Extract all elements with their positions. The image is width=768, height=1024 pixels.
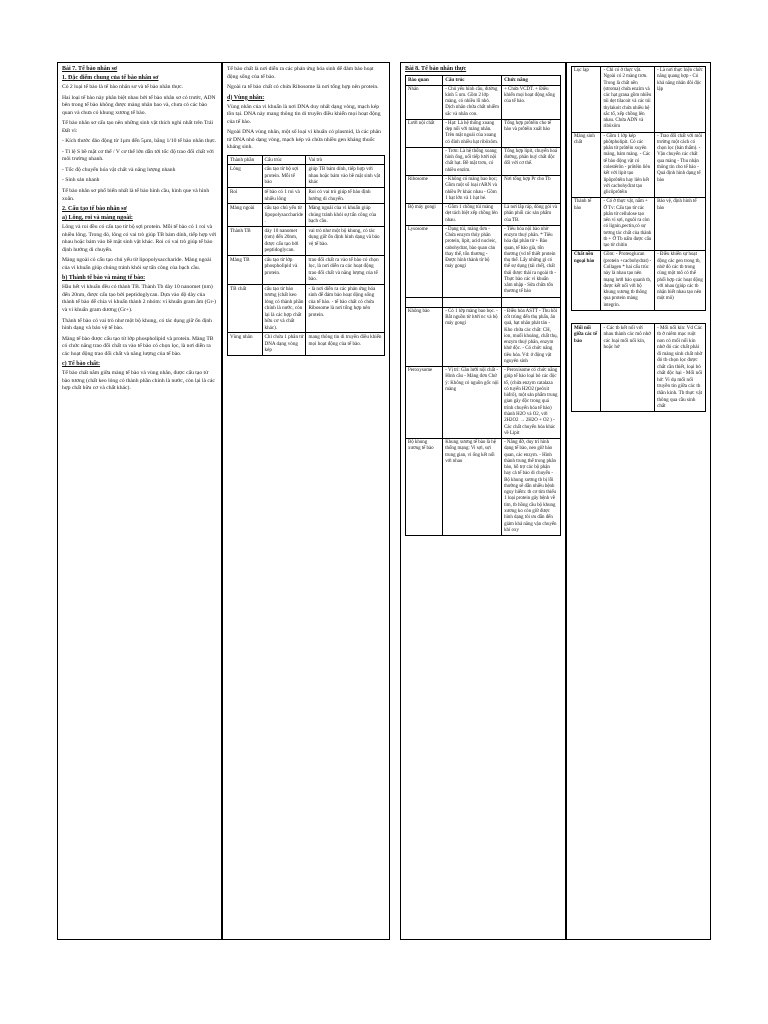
table-header-cell: Chức năng	[502, 76, 561, 86]
lesson-7-title: Bài 7. Tế bào nhân sơ	[62, 66, 118, 72]
table-header-cell: Cấu trúc	[443, 76, 502, 86]
table-row	[572, 198, 706, 251]
paragraph: Ngoài ra tế bào chất có chứa Ribosome là nơi tổng hợp nên protein.	[227, 84, 379, 91]
table-cell: - Là nơi thực hiện chức năng quang hợp - Có khả năng nhân đôi độc lập	[655, 67, 706, 133]
table-cell: - Các tb kết nối với nhau thành các mô nhờ các loại mối nối kín, hoặc hở	[601, 323, 655, 411]
paragraph: - Kích thước đảo động từ 1µm đến 5µm, bằng 1/10 tế bào nhân thực.	[62, 138, 217, 145]
lesson-8-title: Bài 8. Tế bào nhân thực	[405, 66, 467, 72]
table-row	[572, 132, 706, 198]
table-cell: - Nâng đỡ, duy trì hình dạng tế bào, neo giữ bào quan, các enzym. - Hình thành trung thể trong phân bào, hỗ trợ các bộ phận hay cả tế bào di chuyển - Bộ khung xương tb bị lỗi thường sẽ dẫn nhiều bệnh nguy hiểm: tb cơ tim thiếu 1 loại protein gây bệnh về tim, tb hồng cầu bộ khung xương ko còn giữ được hình dạng tôi ưu dẫn đến giảm khả năng vận chuyển khí oxy	[502, 439, 561, 536]
table-cell: Roi có vai trò giúp tế bào định hướng di chuyển.	[306, 187, 385, 203]
table-header-cell: Thành phần	[228, 155, 263, 165]
row-label-cell	[406, 297, 443, 307]
paragraph: Lông và roi đều có cấu tạo từ bộ sợi protein. Mỗi tế bào có 1 roi và nhiều lông. Trong đó, lông có vai trò giúp TB bám dính, tiếp hợp với nhau hoặc bám vào bề mặt sinh vật khác. Roi có vai trò giúp tế bào định hướng di chuyển.	[62, 224, 217, 253]
table-cell: vai trò như một bộ khung, có tác dụng giữ ổn định hình dạng và bảo vệ tế bào.	[306, 226, 385, 255]
row-label-cell: Nhân	[406, 85, 443, 119]
table-row	[572, 323, 706, 411]
row-label-cell: Thành tế bào	[572, 198, 601, 251]
table-row	[406, 175, 561, 203]
table-cell: trao đổi chất ra vào tế bào có chọn lọc, là nơi diễn ra các hoạt động trao đổi chất và năng lượng của tế bào.	[306, 255, 385, 284]
organelle-table-continued	[571, 66, 706, 311]
subsection-heading: d) Vùng nhân:	[227, 94, 265, 101]
table-row	[406, 119, 561, 147]
table-row	[572, 67, 706, 133]
table-header-cell: Cấu trúc	[262, 155, 306, 165]
cell-junction-table	[571, 323, 706, 412]
table-row	[406, 85, 561, 119]
table-row	[406, 147, 561, 175]
table-cell: cấu tạo từ bộ sợi protein. Mỗi tế bào	[262, 165, 306, 188]
table-cell: tế bào có 1 roi và nhiều lông	[262, 187, 306, 203]
table-row	[228, 226, 385, 255]
subsection-heading: c) Tế bào chất:	[62, 361, 101, 368]
table-cell	[443, 297, 502, 307]
page-column-3	[400, 62, 566, 940]
page-column-1	[57, 62, 222, 940]
section-heading: 1. Đặc điểm chung của tế bào nhân sơ	[62, 75, 159, 81]
row-label-cell: Không bào	[406, 307, 443, 366]
page-column-4	[566, 62, 711, 940]
prokaryote-structure-table	[227, 155, 385, 356]
table-cell: Tổng hợp lipit, chuyển hoá đường, phân huỷ chất độc đối với cơ thể.	[502, 147, 561, 175]
table-cell: Chỉ chứa 1 phân tử DNA dạng vòng kép	[262, 333, 306, 356]
table-cell: - Peroxisome có chức năng giúp tế bào loại bỏ các độc tố, (chứa enzym catalaza có tuyển H2O2 (peôxit hiđrô), một sản phẩm trung gian gây độc trong quá trình chuyển hóa tế bào) thành H2O và O2, với 2H2O2 → 2H2O + O2 ) - Các chất chuyển hóa khác về Lipit	[502, 367, 561, 439]
paragraph: Ngoài DNA vùng nhân, một số loại vi khuẩn có plasmid, là các phân tử DNA nhỏ dạng vòng, mạch kép và chứa nhiều gen kháng thuốc kháng sinh.	[227, 129, 381, 151]
table-row	[228, 255, 385, 284]
table-cell: Tổng hợp prôtêin cho tế bào và prôtêin xuất bào	[502, 119, 561, 147]
table-cell: - Trơn: Là hệ thống xoang hình ống, nối tiếp lưới nội chất hạt. Bề mặt trơn, có nhiều enzim.	[443, 147, 502, 175]
table-cell: - Chủ yếu hình cầu, đường kính 5 um. Gồm 2 lớp màng, có nhiều lỗ nhỏ. Dịch nhân chứa chất nhiễm sắc và nhân con.	[443, 85, 502, 119]
row-label-cell: Lysosome	[406, 225, 443, 297]
row-label-cell: Vùng nhân	[228, 333, 263, 356]
paragraph: Tế bào chất nằm giữa màng tế bào và vùng nhân, được cấu tạo từ bào tương (chất keo lỏng có thành phần chính là nước, còn lại là các hợp chất hữu cơ và chất khác).	[62, 370, 215, 392]
row-label-cell: Roi	[228, 187, 263, 203]
table-row	[406, 439, 561, 536]
paragraph: - Tỉ lệ S bề mặt cơ thể / V cơ thể lớn dẫn tới tốc độ trao đổi chất với môi trường nhanh.	[62, 148, 214, 163]
subsection-heading: a) Lông, roi và màng ngoài:	[62, 215, 133, 222]
table-header-cell: Bào quan	[406, 76, 443, 86]
table-cell: - Hạt: Là hệ thống xoang dẹp nối với màng nhân. Trên mặt ngoài của xoang có đính nhiều hạt ribôxôm.	[443, 119, 502, 147]
page-column-2	[222, 62, 390, 940]
paragraph: - Tốc độ chuyển hóa vật chất và năng lượng nhanh	[62, 166, 176, 173]
table-cell: mang thông tin di truyền điều khiển mọi hoạt động của tế bào.	[306, 333, 385, 356]
table-cell: - Gồm 1 chồng túi màng dẹt tách biệt xếp chồng lên nhau.	[443, 204, 502, 226]
table-row	[406, 225, 561, 297]
paragraph: - Sinh sản nhanh	[62, 177, 100, 184]
table-cell: Nơi tổng hợp Pr cho Tb	[502, 175, 561, 203]
table-cell: Khung xương tế bào là hệ thống mạng: Vi sợi, sợi trung gian, vi ống kết nối với nhau	[443, 439, 502, 536]
table-cell: + Chứa VCDT. + Điều khiển mọi hoạt động sống của tế bào.	[502, 85, 561, 119]
row-label-cell: Ribosome	[406, 175, 443, 203]
paragraph: Màng ngoài có cấu tạo chủ yếu từ lipopolysaccharide. Màng ngoài của vi khuẩn giúp chúng tránh khỏi sự tấn công của bạch cầu.	[62, 257, 212, 271]
table-cell: Gồm: - Proteoglucan (protein +cacbohydrat) - Collagen * hai cấu trúc này là nhau tạo nên mạng lưới bảo quanh tb, được kết nối với bộ khung xương tb thông qua protein màng integrin.	[601, 251, 655, 310]
paragraph: Màng tế bào được cấu tạo từ lớp phospholipid và protein. Màng TB có chức năng trao đổi chất ra vào tế bào có chọn lọc, là nơi diễn ra các hoạt động trao đổi chất và năng lượng của tế bào.	[62, 335, 214, 357]
row-label-cell: Chất nền ngoại bào	[572, 251, 601, 310]
table-cell: - là nơi diễn ra các phản ứng hóa sinh để đảm bảo hoạt động sống của tế bào. - tế bào chất có chứa Ribosome là nơi tổng hợp nên protein.	[306, 284, 385, 333]
organelle-table	[405, 75, 561, 536]
row-label-cell: Màng ngoài	[228, 204, 263, 227]
paragraph: Tế bào nhân sơ cấu tạo nên những sinh vật thích nghi nhất trên Trái Đất vì:	[62, 120, 214, 134]
table-header-cell: Vai trò	[306, 155, 385, 165]
row-label-cell: Lưới nội chất	[406, 119, 443, 147]
table-row	[406, 307, 561, 366]
paragraph: Vùng nhân của vi khuẩn là nơi DNA duy nhất dạng vòng, mạch kép tồn tại. DNA này mang thông tin di truyền điều khiển mọi hoạt động của tế bào.	[227, 103, 381, 125]
table-cell: - Tiêu hóa nội bào nhờ enzym thuỷ phân. * Tiêu hóa đại phân tử + Bào quan, tế bào già, tổn thương (vd tế thiết protein thụ thể. Lấy những gì có thể sự dụng (tái chế), chất thải được thải ra ngoài tb - Thực bào các vi khuẩn xâm nhập - Sửa chữa tổn thương tế bào	[502, 225, 561, 297]
paragraph: Có 2 loại tế bào là tế bào nhân sơ và tế bào nhân thực.	[62, 84, 184, 90]
table-cell: cấu tạo từ lớp phospholipid và protein.	[262, 255, 306, 284]
row-label-cell: Lông	[228, 165, 263, 188]
table-cell: - Điều hòa ASTT - Thu hồi cốt trùng đến thụ phấn, ăn quả, hạt nhân phát tán - Kho chứa các chất: CH, ion, muối khoáng, chất thụ, enzym thuỷ phân, enzym khử độc. - Có chức năng tiêu hóa. Vd: ở động vật nguyên sinh	[502, 307, 561, 366]
paragraph: Tế bào nhân sơ phổ biến nhất là tế bào hình cầu, hình que và hình xoắn.	[62, 188, 210, 202]
table-cell: - Mối nối kín: Vd Các tb ở niêm mạc ruột non có mối nối kín nhờ đó các chất phải đi màng sinh chất nhờ đó tb chọn lọc được chất cần thiết, loại bỏ chất độc hại - Mối nối hở: Vi dụ mối nối truyền tin giữa các tb thần kinh. Tb thực vật thông qua cầu sinh chất	[655, 323, 706, 411]
paragraph: Tế bào chất là nơi diễn ra các phản ứng hóa sinh để đảm bảo hoạt động sống của tế bào.	[227, 66, 374, 80]
table-cell: giúp TB bám dính, tiếp hợp với nhau hoặc bám vào bề mặt sinh vật khác	[306, 165, 385, 188]
table-row	[406, 204, 561, 226]
row-label-cell: Bộ khung xương tế bào	[406, 439, 443, 536]
row-label-cell: TB chất	[228, 284, 263, 333]
row-label-cell: Bộ máy gongi	[406, 204, 443, 226]
table-cell: - Gồm 1 lớp kép phôtpholipit. Có các phân tử prôtêin xuyên màng, bám màng. - Các tế bào động vật có colestêrôn - prôtêin liên kết với lipit tạo lipôprôtêin hay liên kết với cacbohyđrat tạo glicôprôtêin	[601, 132, 655, 198]
table-row	[228, 204, 385, 227]
table-cell: Là nơi lắp ráp, đóng gói và phân phối các sản phẩm của TB.	[502, 204, 561, 226]
row-label-cell: Mối nối giữa các tế bào	[572, 323, 601, 411]
table-cell: - Có ở thực vật, nấm + Ở Tv: Cấu tạo từ các phân tử cellulose tạo nên vi sợi, nguôi ra còn có lignin,pectin,có sự tương tác chất của thành tb + Ở Tb nấm được cấu tạo từ chitin	[601, 198, 655, 251]
table-row	[406, 367, 561, 439]
paragraph: Thành tế bào có vai trò như một bộ khung, có tác dụng giữ ổn định hình dạng và bảo vệ tế bào.	[62, 317, 212, 332]
row-label-cell	[406, 147, 443, 175]
row-label-cell: Thành TB	[228, 226, 263, 255]
paragraph: Hầu hết vi khuẩn đều có thành TB. Thành Tb dày 10 nanomet (nm) đến 20nm, được cấu tạo bởi peptidoglycan. Dựa vào độ dày của thành tế bào để chia vi khuẩn thành 2 nhóm: vi khuẩn gram âm (Gr-) và vi khuẩn gram dương (Gr+).	[62, 284, 216, 314]
table-cell: - Vị trí: Gần lưới nội chất - Hình cầu - Màng đơn Chứ ý: Không có nguồn gốc nội màng	[443, 367, 502, 439]
row-label-cell: Màng sinh chất	[572, 132, 601, 198]
section-heading: 2. Cấu tạo tế bào nhân sơ	[62, 206, 127, 213]
table-cell: Màng ngoài của vi khuẩn giúp chúng tránh khỏi sự tấn công của bạch cầu.	[306, 204, 385, 227]
table-cell: - Có 1 lớp màng bao bọc. - Bắt nguồn từ lưới nc và bộ máy gongi	[443, 307, 502, 366]
table-cell: - Dạng túi, màng đơn - Chứa enzym thủy phân protein, lipit, acid nucleic, cabohydrat, bào quan cản thay thế, tổn thương - Được hình thành từ bộ máy gongi	[443, 225, 502, 297]
table-cell: - Trao đổi chất với môi trường một cách có chọn lọc (bán thấm). - Vận chuyển các chất qua màng - Thu nhận thông tin cho tế bào - Quả định hình dạng tế bào	[655, 132, 706, 198]
table-cell: dày 10 nanomet (nm) đến 20nm, được cấu tạo bởi peptidoglycan.	[262, 226, 306, 255]
paragraph: Hai loại tế bào này phân biệt nhau bởi tế bào nhân sơ có trước, ADN bên trong tế bào không được màng nhân bao và, chưa có các bào quan và chưa có khung xương tế bào.	[62, 94, 216, 116]
table-cell	[502, 297, 561, 307]
table-row	[228, 284, 385, 333]
row-label-cell: Lục lạp	[572, 67, 601, 133]
table-cell: cấu tạo chủ yếu từ lipopolysaccharide.	[262, 204, 306, 227]
table-row	[228, 333, 385, 356]
table-row	[228, 165, 385, 188]
row-label-cell: Peroxysome	[406, 367, 443, 439]
table-cell: Bảo vệ, định hình tế bào	[655, 198, 706, 251]
table-cell: cấu tạo từ bào tương (chất keo lỏng có thành phần chính là nước, còn lại là các hợp chất hữu cơ và chất khác).	[262, 284, 306, 333]
row-label-cell: Màng TB	[228, 255, 263, 284]
table-cell: - Không có màng bao bọc; Gồm một số loại rARN và nhiều Pr khác nhau - Gồm 1 hạt lớn và 1 hạt bé.	[443, 175, 502, 203]
subsection-heading: b) Thành tế bào và màng tế bào:	[62, 275, 146, 282]
table-row	[228, 187, 385, 203]
table-row	[572, 251, 706, 310]
table-cell: - Điều khiển sự hoạt động các gen trong tb, nhờ đó các tb trong cùng một mô có thể phối hợp các hoạt động với nhau (giúp các tb nhận biết nhau tạo nên một mô)	[655, 251, 706, 310]
table-cell: - Chỉ có ở thực vật. Ngoài có 2 màng trơn. Trong là chất nền (stroma) chứa enzim và các hạt grana gồm nhiều túi dẹt tilacoit và các túi thylakoit chứa nhiều hệ sắc tố, xếp chồng lên nhau. Chứa ADN và ribôxôm	[601, 67, 655, 133]
table-row	[406, 297, 561, 307]
